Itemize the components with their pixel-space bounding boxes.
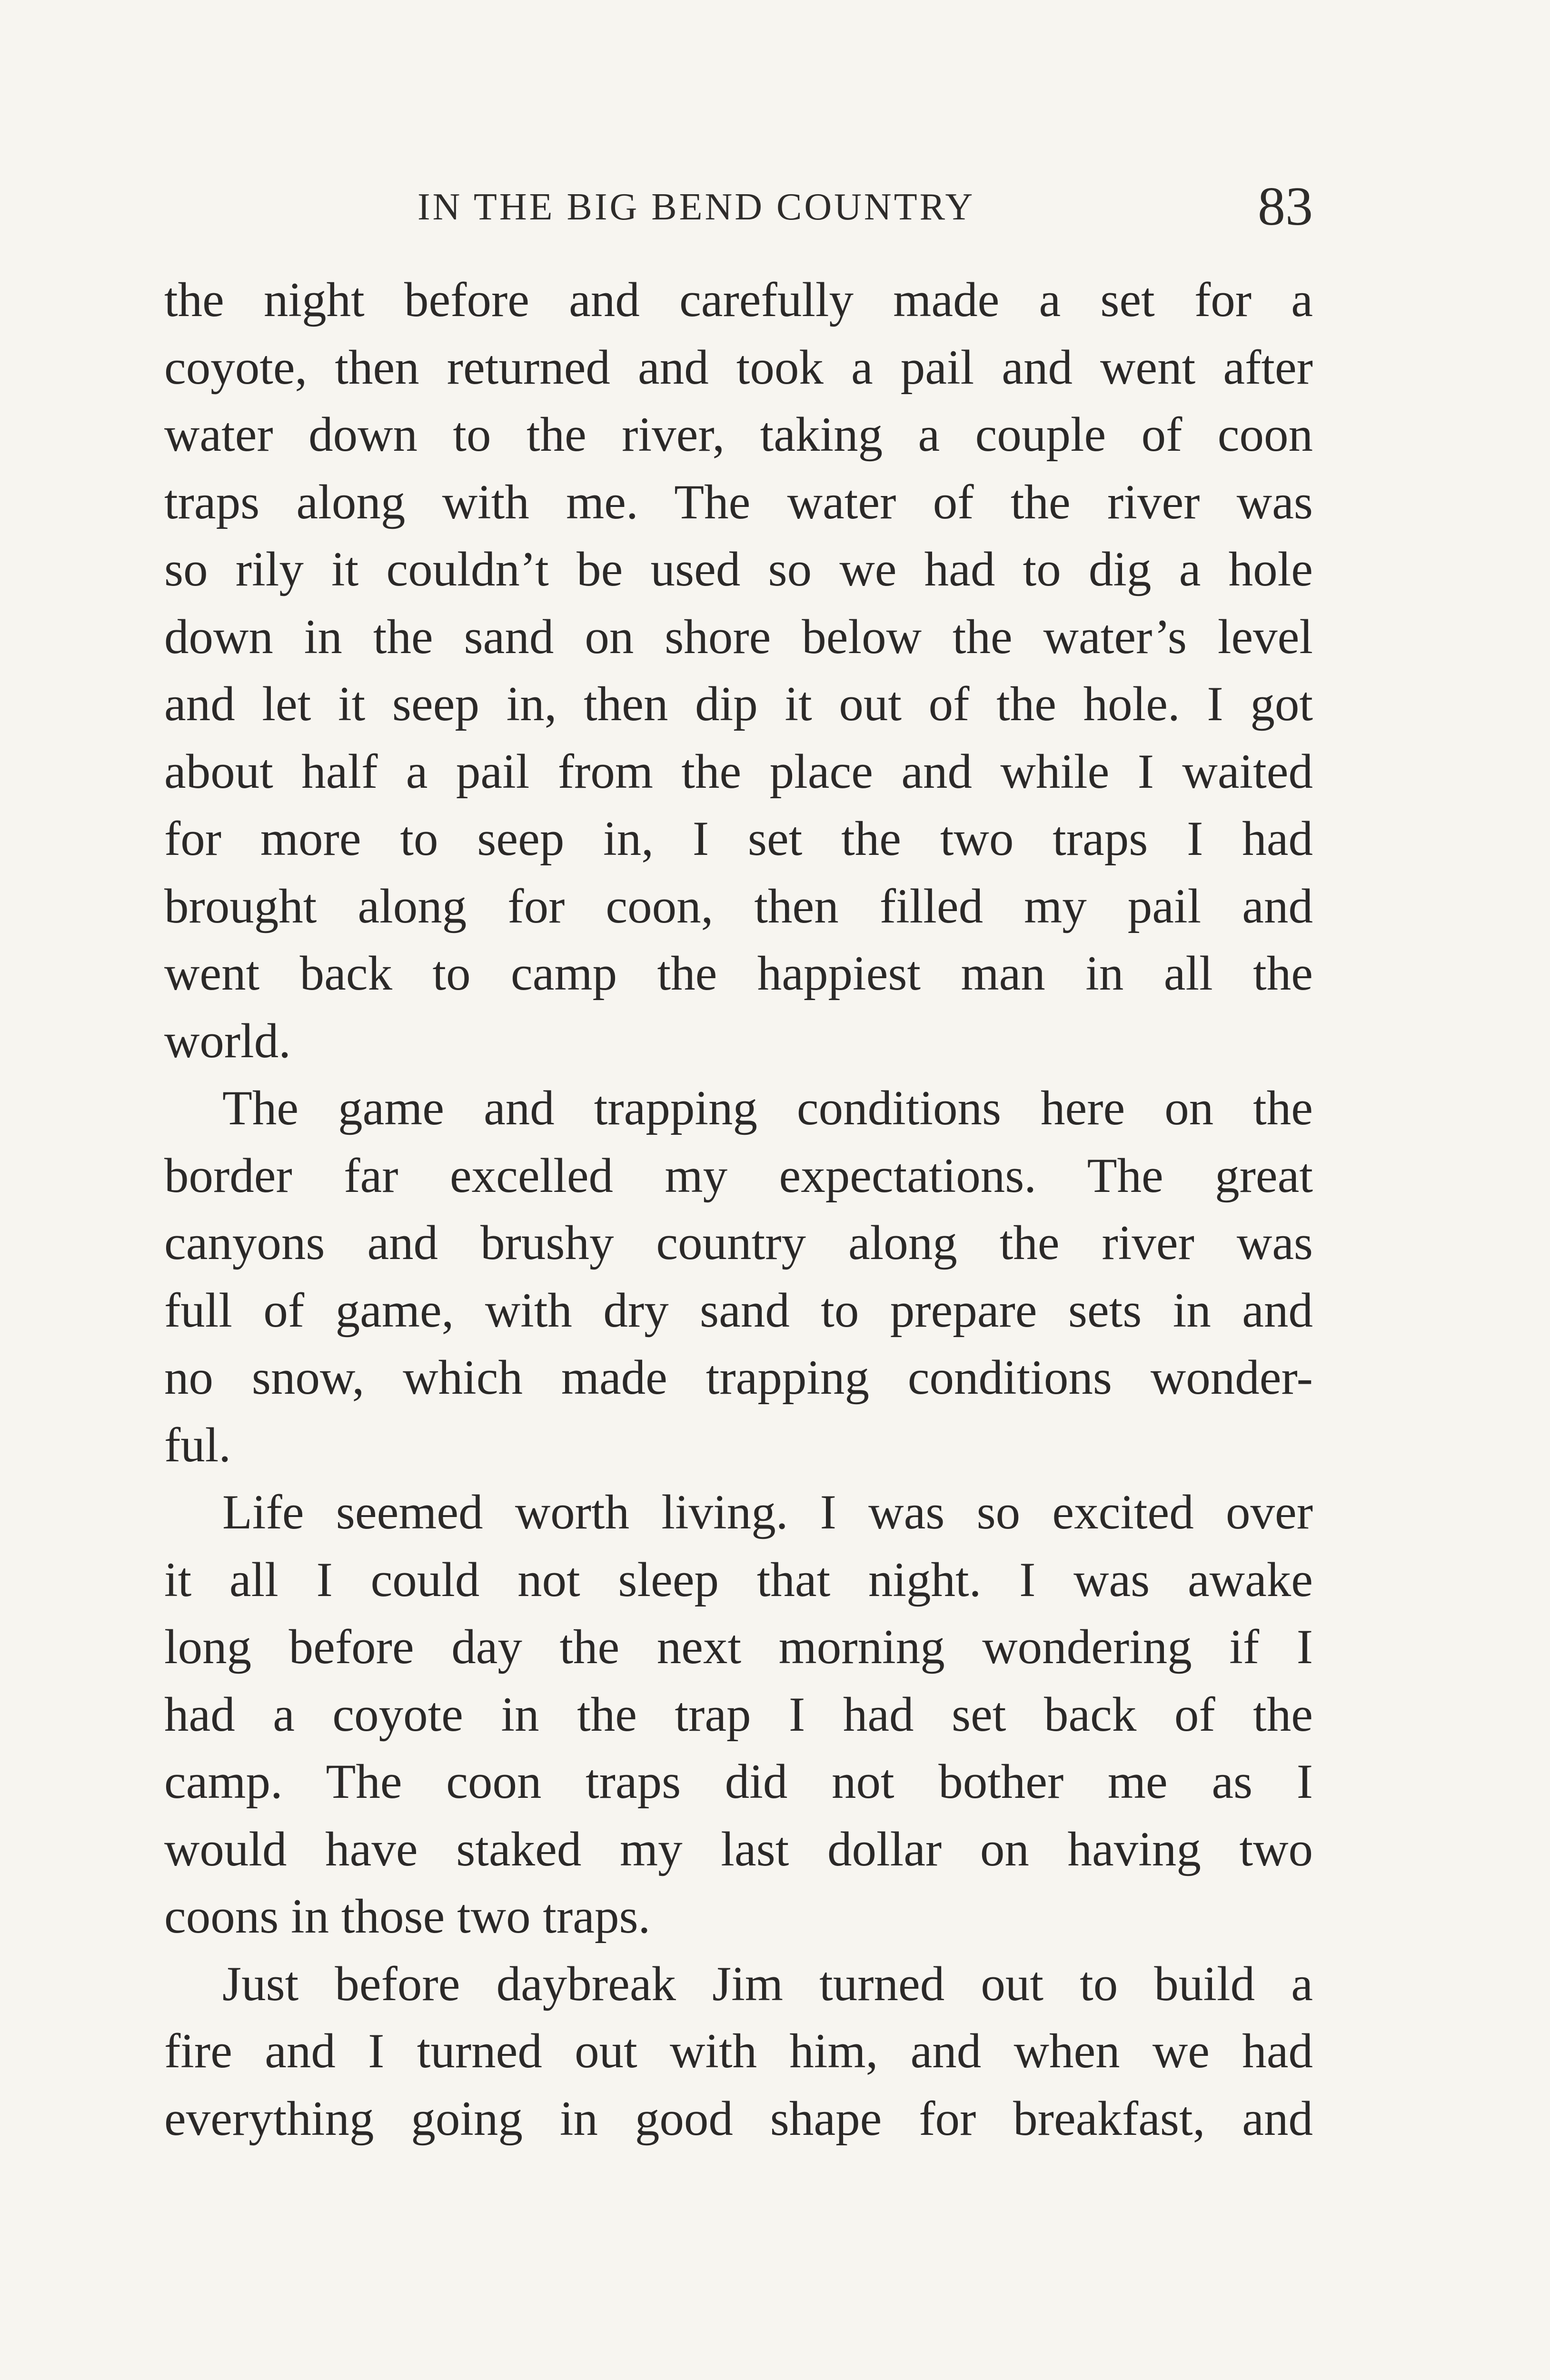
- text-line: camp. The coon traps did not bother me as I: [164, 1755, 1313, 1809]
- text-line: everything going in good shape for breakfast, and: [164, 2091, 1313, 2146]
- text-line: it all I could not sleep that night. I was awake: [164, 1552, 1313, 1607]
- text-line: and let it seep in, then dip it out of the hole. I got: [164, 677, 1313, 731]
- running-head: IN THE BIG BEND COUNTRY: [417, 186, 975, 228]
- text-line: canyons and brushy country along the river was: [164, 1216, 1313, 1270]
- text-line: no snow, which made trapping conditions wonder-: [164, 1350, 1313, 1405]
- text-line: coyote, then returned and took a pail and went after: [164, 340, 1313, 395]
- text-line: down in the sand on shore below the water’s level: [164, 609, 1313, 664]
- text-line: Just before daybreak Jim turned out to build a: [222, 1956, 1313, 2011]
- text-line: had a coyote in the trap I had set back of the: [164, 1687, 1313, 1742]
- text-line: Life seemed worth living. I was so excited over: [222, 1485, 1313, 1539]
- text-line: water down to the river, taking a couple of coon: [164, 407, 1313, 462]
- text-line: full of game, with dry sand to prepare sets in and: [164, 1283, 1313, 1338]
- page-number: 83: [1258, 176, 1313, 237]
- text-line: about half a pail from the place and while I waited: [164, 744, 1313, 799]
- text-line: brought along for coon, then filled my pail and: [164, 879, 1313, 933]
- text-line: for more to seep in, I set the two traps I had: [164, 812, 1313, 866]
- text-line: border far excelled my expectations. The great: [164, 1148, 1313, 1203]
- text-line: coons in those two traps.: [164, 1889, 651, 1944]
- text-line: long before day the next morning wondering if I: [164, 1620, 1313, 1674]
- text-line: traps along with me. The water of the river was: [164, 475, 1313, 529]
- text-line: world.: [164, 1013, 291, 1068]
- text-line: would have staked my last dollar on having two: [164, 1822, 1313, 1876]
- text-line: went back to camp the happiest man in all the: [164, 946, 1313, 1001]
- text-line: the night before and carefully made a set for a: [164, 273, 1313, 327]
- text-line: The game and trapping conditions here on the: [222, 1081, 1313, 1135]
- body-text: [164, 267, 1313, 2152]
- text-line: fire and I turned out with him, and when we had: [164, 2024, 1313, 2078]
- text-line: so rily it couldn’t be used so we had to dig a hole: [164, 542, 1313, 596]
- text-line: ful.: [164, 1418, 231, 1472]
